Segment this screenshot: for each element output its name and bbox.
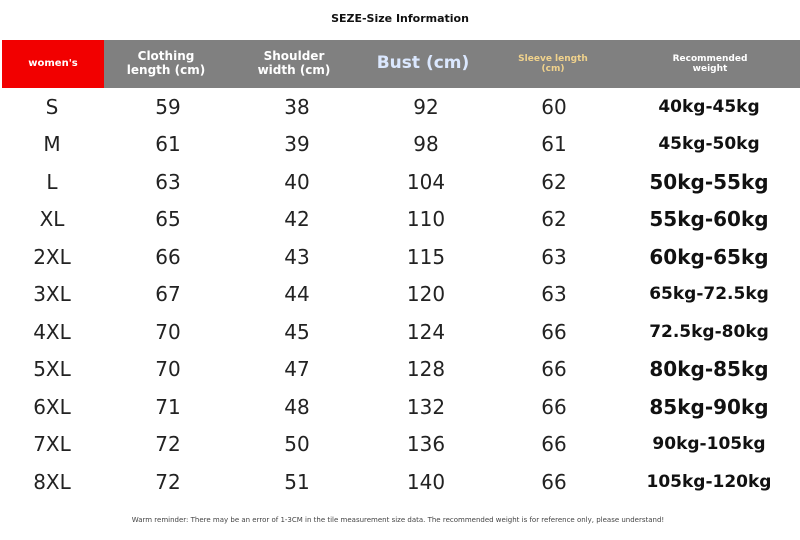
- size-cell: 8XL: [33, 469, 71, 494]
- table-row: [0, 351, 800, 389]
- shoulder-width-cell: 40: [284, 169, 310, 194]
- bust-cell: 140: [406, 469, 446, 494]
- sleeve-length-cell: 66: [541, 432, 567, 457]
- recommended-weight-cell: 50kg-55kg: [649, 169, 769, 194]
- page-title: SEZE-Size Information: [331, 12, 469, 25]
- bust-cell: 120: [406, 282, 446, 307]
- shoulder-width-cell: 45: [284, 319, 310, 344]
- table-header: [2, 40, 800, 88]
- shoulder-width-cell: 42: [284, 207, 310, 232]
- header-size: women's: [2, 40, 104, 88]
- table-row: [0, 201, 800, 239]
- size-table-body: [0, 88, 800, 501]
- header-clothing-length-line1: Clothing: [137, 49, 195, 64]
- size-cell: S: [45, 94, 59, 119]
- shoulder-width-cell: 47: [284, 357, 310, 382]
- header-clothing-length-line2: length (cm): [126, 63, 206, 77]
- recommended-weight-cell: 85kg-90kg: [649, 394, 769, 419]
- sleeve-length-cell: 60: [541, 94, 567, 119]
- bust-cell: 124: [406, 319, 446, 344]
- recommended-weight-cell: 80kg-85kg: [649, 357, 769, 382]
- shoulder-width-cell: 44: [284, 282, 310, 307]
- recommended-weight-cell: 90kg-105kg: [652, 434, 766, 455]
- sleeve-length-cell: 66: [541, 357, 567, 382]
- header-shoulder-width: [228, 40, 360, 88]
- header-shoulder-width-line2: width (cm): [257, 63, 331, 77]
- size-cell: 6XL: [33, 394, 71, 419]
- shoulder-width-cell: 43: [284, 244, 310, 269]
- bust-cell: 98: [413, 132, 439, 157]
- clothing-length-cell: 72: [155, 469, 181, 494]
- header-clothing-length: [104, 40, 228, 88]
- shoulder-width-cell: 38: [284, 94, 310, 119]
- clothing-length-cell: 61: [155, 132, 181, 157]
- header-recommended-weight-line2: weight: [692, 64, 728, 74]
- clothing-length-cell: 65: [155, 207, 181, 232]
- shoulder-width-cell: 50: [284, 432, 310, 457]
- recommended-weight-cell: 40kg-45kg: [658, 96, 760, 117]
- shoulder-width-cell: 48: [284, 394, 310, 419]
- table-row: [0, 313, 800, 351]
- recommended-weight-cell: 55kg-60kg: [649, 207, 769, 232]
- sleeve-length-cell: 62: [541, 169, 567, 194]
- recommended-weight-cell: 105kg-120kg: [646, 471, 772, 492]
- size-cell: 5XL: [33, 357, 71, 382]
- bust-cell: 128: [406, 357, 446, 382]
- shoulder-width-cell: 39: [284, 132, 310, 157]
- table-row: [0, 238, 800, 276]
- clothing-length-cell: 70: [155, 319, 181, 344]
- header-sleeve-length-line1: Sleeve length: [518, 53, 588, 64]
- header-shoulder-width-line1: Shoulder: [263, 49, 325, 64]
- sleeve-length-cell: 62: [541, 207, 567, 232]
- header-sleeve-length-line2: (cm): [541, 64, 565, 74]
- header-recommended-weight-line1: Recommended: [672, 53, 748, 64]
- sleeve-length-cell: 63: [541, 282, 567, 307]
- header-sleeve-length: [486, 40, 620, 88]
- bust-cell: 104: [406, 169, 446, 194]
- header-bust: Bust (cm): [376, 53, 470, 74]
- size-cell: M: [43, 132, 61, 157]
- recommended-weight-cell: 65kg-72.5kg: [649, 284, 769, 305]
- clothing-length-cell: 59: [155, 94, 181, 119]
- recommended-weight-cell: 60kg-65kg: [649, 244, 769, 269]
- header-recommended-weight: [620, 40, 800, 88]
- size-cell: L: [46, 169, 58, 194]
- bust-cell: 115: [406, 244, 446, 269]
- table-row: [0, 276, 800, 314]
- bust-cell: 92: [413, 94, 439, 119]
- bust-cell: 136: [406, 432, 446, 457]
- table-row: [0, 426, 800, 464]
- sleeve-length-cell: 66: [541, 319, 567, 344]
- sleeve-length-cell: 63: [541, 244, 567, 269]
- bust-cell: 132: [406, 394, 446, 419]
- sleeve-length-cell: 61: [541, 132, 567, 157]
- sleeve-length-cell: 66: [541, 469, 567, 494]
- clothing-length-cell: 63: [155, 169, 181, 194]
- bust-cell: 110: [406, 207, 446, 232]
- clothing-length-cell: 66: [155, 244, 181, 269]
- clothing-length-cell: 70: [155, 357, 181, 382]
- table-row: [0, 88, 800, 126]
- sleeve-length-cell: 66: [541, 394, 567, 419]
- size-cell: XL: [39, 207, 65, 232]
- recommended-weight-cell: 45kg-50kg: [658, 134, 760, 155]
- clothing-length-cell: 72: [155, 432, 181, 457]
- size-cell: 2XL: [33, 244, 71, 269]
- size-cell: 7XL: [33, 432, 71, 457]
- table-row: [0, 163, 800, 201]
- warm-reminder-note: Warm reminder: There may be an error of 1-3CM in the tile measurement size data. The recommended weight is for reference only, please understand!: [131, 516, 665, 524]
- table-row: [0, 126, 800, 164]
- clothing-length-cell: 67: [155, 282, 181, 307]
- size-cell: 4XL: [33, 319, 71, 344]
- clothing-length-cell: 71: [155, 394, 181, 419]
- size-cell: 3XL: [33, 282, 71, 307]
- recommended-weight-cell: 72.5kg-80kg: [649, 321, 769, 342]
- shoulder-width-cell: 51: [284, 469, 310, 494]
- table-row: [0, 463, 800, 501]
- table-row: [0, 388, 800, 426]
